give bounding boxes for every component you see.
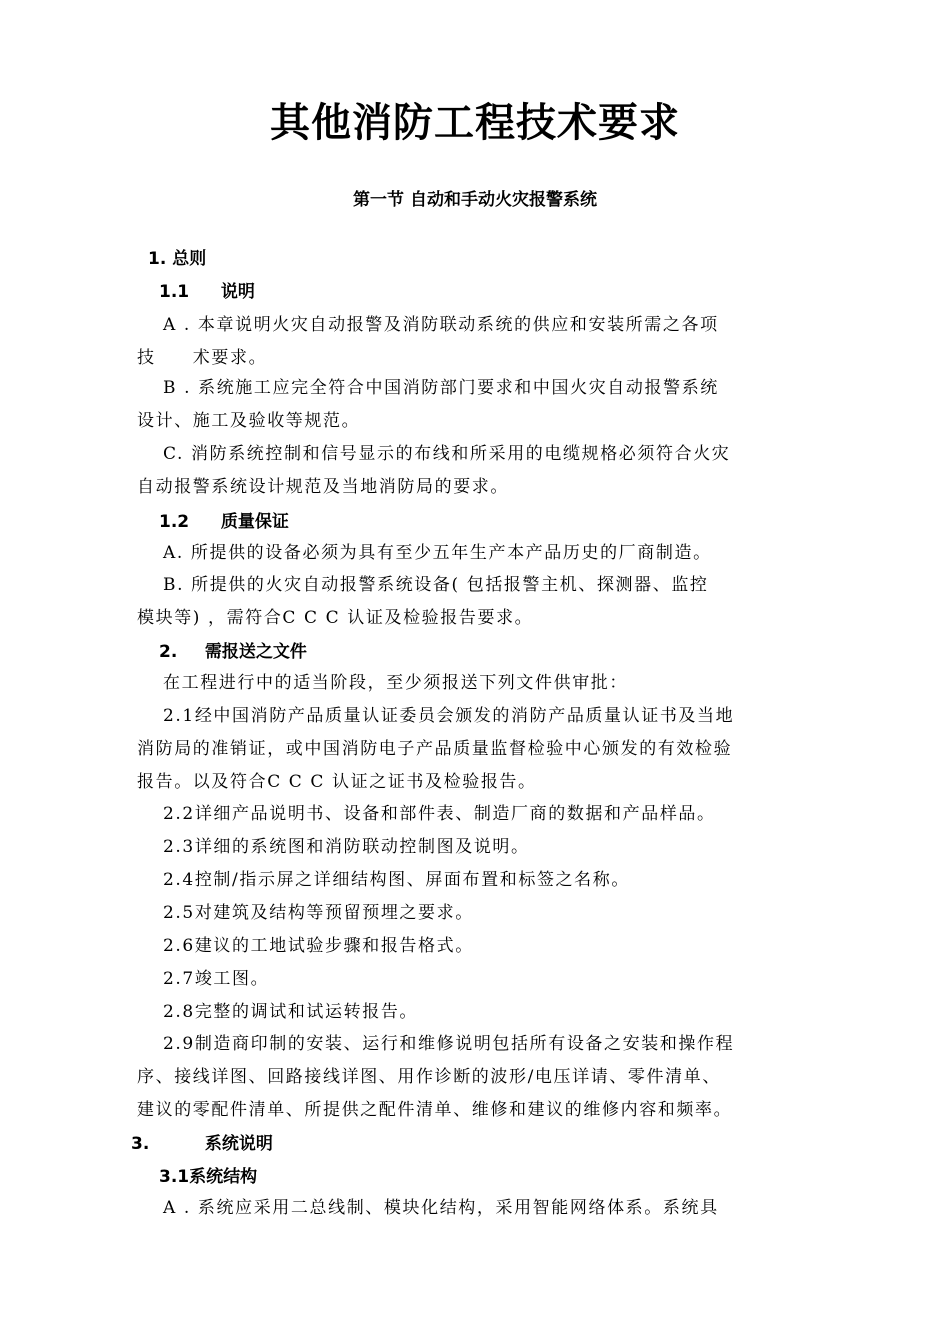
heading-number: 3.1 — [159, 1167, 190, 1187]
paragraph-line: A . 本章说明火灾自动报警及消防联动系统的供应和安装所需之各项 — [163, 315, 719, 335]
heading-text: 系统结构 — [189, 1167, 258, 1187]
document-title: 其他消防工程技术要求 — [270, 100, 680, 146]
paragraph-line: 2.1经中国消防产品质量认证委员会颁发的消防产品质量认证书及当地 — [163, 706, 735, 726]
heading-2 — [159, 640, 307, 664]
paragraph-line: B . 系统施工应完全符合中国消防部门要求和中国火灾自动报警系统 — [163, 378, 719, 398]
heading-number: 2. — [159, 642, 178, 662]
paragraph-line: A. 所提供的设备必须为具有至少五年生产本产品历史的厂商制造。 — [163, 543, 712, 563]
item-2-7 — [137, 963, 815, 996]
heading-3-1 — [159, 1165, 257, 1189]
paragraph-a — [137, 309, 815, 375]
item-2-3 — [137, 831, 815, 864]
paragraph-line: 报告。以及符合C C C 认证之证书及检验报告。 — [137, 772, 537, 792]
paragraph-line: 消防局的准销证，或中国消防电子产品质量监督检验中心颁发的有效检验 — [137, 739, 733, 759]
paragraph-line: 2.7竣工图。 — [163, 969, 270, 989]
paragraph-line: 序、接线详图、回路接线详图、用作诊断的波形/电压详请、零件清单、 — [137, 1067, 721, 1087]
heading-text: 系统说明 — [204, 1134, 273, 1154]
item-2-4 — [137, 864, 815, 897]
paragraph-line: 2.3详细的系统图和消防联动控制图及说明。 — [163, 837, 530, 857]
item-2-5 — [137, 897, 815, 930]
heading-text: 总则 — [172, 249, 207, 269]
paragraph-line: 2.2详细产品说明书、设备和部件表、制造厂商的数据和产品样品。 — [163, 804, 716, 824]
item-2-8 — [137, 996, 815, 1029]
paragraph-line: 模块等) ，需符合C C C 认证及检验报告要求。 — [137, 608, 534, 628]
paragraph-line: C. 消防系统控制和信号显示的布线和所采用的电缆规格必须符合火灾 — [163, 444, 731, 464]
heading-number: 1.2 — [159, 512, 190, 532]
paragraph-line: 建议的零配件清单、所提供之配件清单、维修和建议的维修内容和频率。 — [137, 1100, 733, 1120]
paragraph-line: 2.5对建筑及结构等预留预埋之要求。 — [163, 903, 474, 923]
heading-text: 质量保证 — [220, 512, 289, 532]
paragraph-line: A . 系统应采用二总线制、模块化结构，采用智能网络体系。系统具 — [163, 1198, 719, 1218]
paragraph-line: 2.9制造商印制的安装、运行和维修说明包括所有设备之安装和操作程 — [163, 1034, 735, 1054]
heading-3 — [131, 1132, 273, 1156]
quality-a — [137, 537, 815, 570]
heading-1 — [148, 247, 206, 271]
item-2-1 — [137, 700, 815, 799]
quality-b — [137, 569, 815, 635]
heading-1-2 — [159, 510, 289, 534]
heading-1-1 — [159, 280, 255, 304]
item-2-2 — [137, 798, 815, 831]
heading-text: 说明 — [220, 282, 255, 302]
structure-a — [137, 1192, 815, 1225]
paragraph-line: B. 所提供的火灾自动报警系统设备( 包括报警主机、探测器、监控 — [163, 575, 709, 595]
item-2-9 — [137, 1028, 815, 1127]
item-2-6 — [137, 930, 815, 963]
heading-number: 1. — [148, 249, 167, 269]
paragraph-b — [137, 372, 815, 438]
heading-number: 3. — [131, 1134, 150, 1154]
paragraph-c — [137, 438, 815, 504]
paragraph-line: 技 术要求。 — [137, 348, 268, 368]
section-title: 第一节 自动和手动火灾报警系统 — [353, 190, 597, 210]
heading-number: 1.1 — [159, 282, 190, 302]
paragraph-line: 2.6建议的工地试验步骤和报告格式。 — [163, 936, 474, 956]
documents-intro — [137, 667, 815, 700]
paragraph-line: 在工程进行中的适当阶段，至少须报送下列文件供审批： — [163, 673, 628, 693]
paragraph-line: 2.8完整的调试和试运转报告。 — [163, 1002, 419, 1022]
paragraph-line: 2.4控制/指示屏之详细结构图、屏面布置和标签之名称。 — [163, 870, 630, 890]
heading-text: 需报送之文件 — [204, 642, 307, 662]
paragraph-line: 自动报警系统设计规范及当地消防局的要求。 — [137, 477, 509, 497]
paragraph-line: 设计、施工及验收等规范。 — [137, 411, 361, 431]
